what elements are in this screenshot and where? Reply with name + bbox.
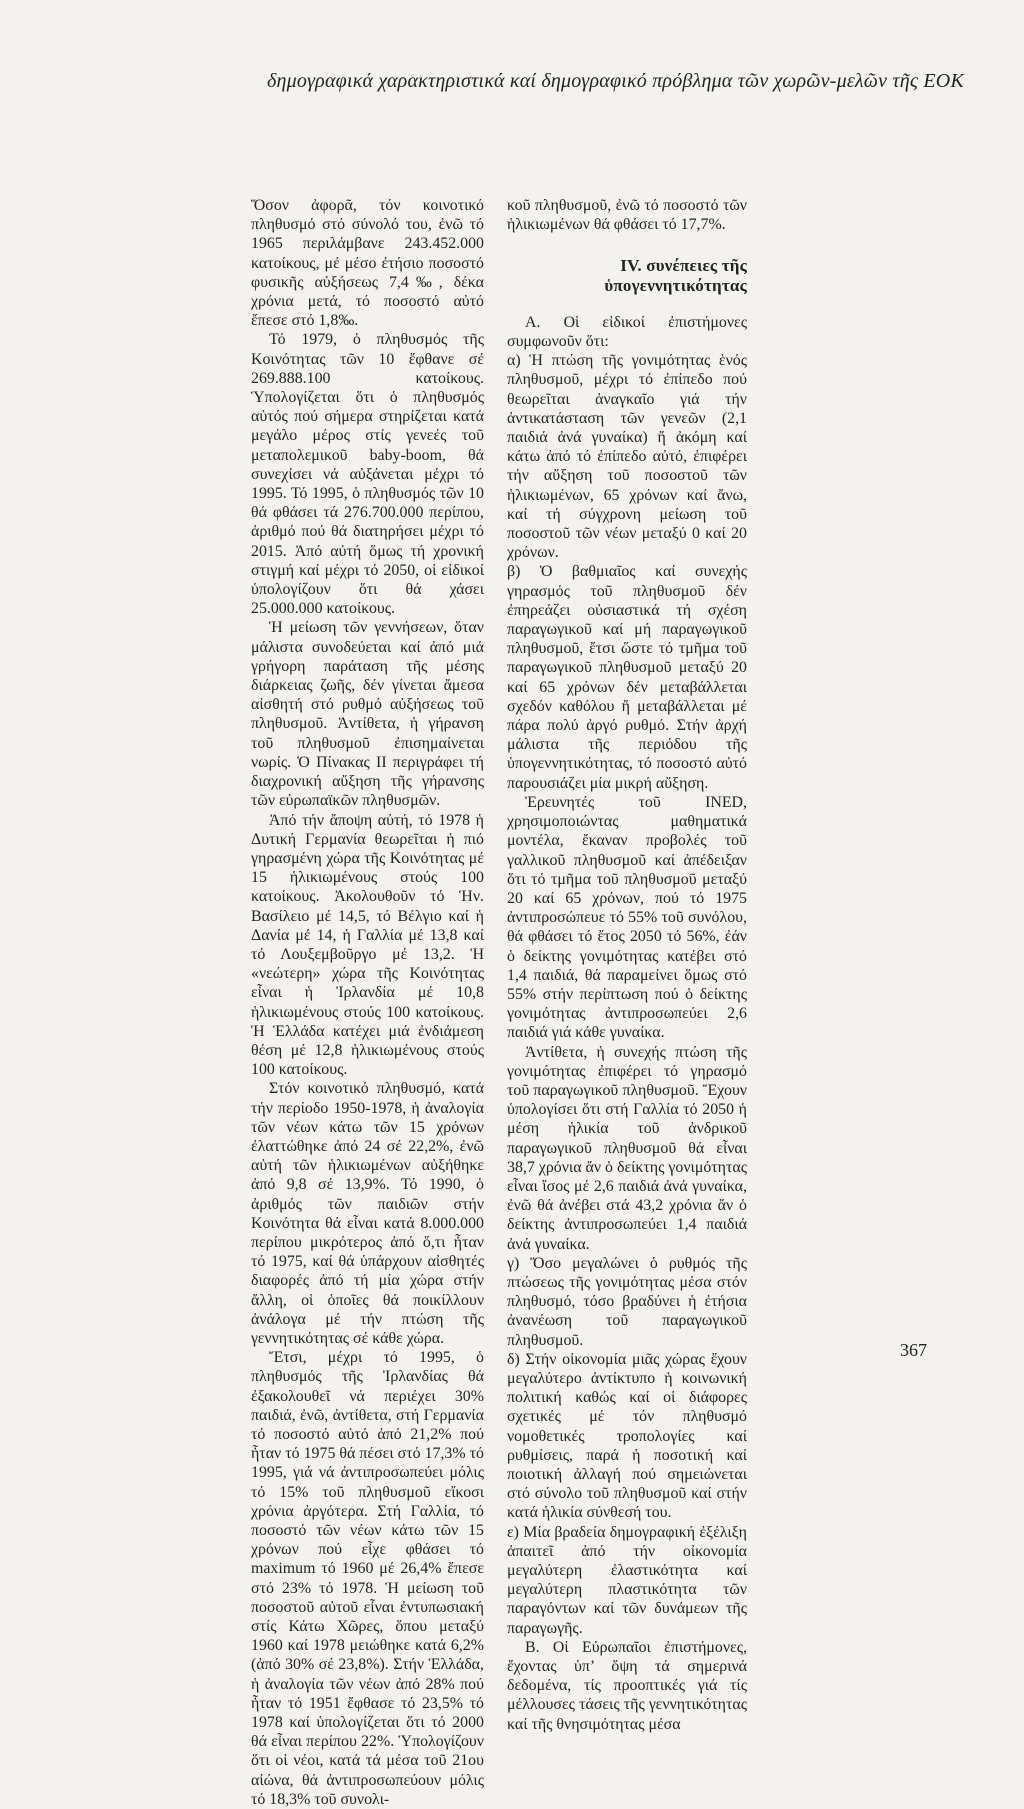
right-column — [507, 196, 747, 1734]
left-paragraph-5: Στόν κοινοτικό πληθυσμό, κατά τήν περίοδο 1950-1978, ἡ ἀναλογία τῶν νέων κάτω τῶν 15 χρόνων ἐλαττώθηκε ἀπό 24 σέ 22,2%, ἐνῶ αὐτή τῶν ἡλικιωμένων αὐξήθηκε ἀπό 9,8 σέ 13,9%. Τό 1990, ὁ ἀριθμός τῶν παιδιῶν στήν Κοινότητα θά εἶναι κατά 8.000.000 περίπου μικρότερος ἀπό ὅ,τι ἦταν τό 1975, καί θά ὑπάρχουν αἰσθητές διαφορές ἀπό τή μία χώρα στήν ἄλλη, οἱ ὁποῖες θά ποικίλλουν ἀνάλογα μέ τήν πτώση τῆς γεννητικότητας σέ κάθε χώρα. — [251, 1080, 484, 1347]
right-paragraph-3: β) Ὁ βαθμιαῖος καί συνεχής γηρασμός τοῦ πληθυσμοῦ δέν ἐπηρεάζει οὐσιαστικά τή σχέση παραγωγικοῦ καί μή παραγωγικοῦ πληθυσμοῦ, ἔτσι ὥστε τό τμῆμα τοῦ παραγωγικοῦ πληθυσμοῦ μεταξύ 20 καί 65 χρόνων δέν μεταβάλλεται σχεδόν καθόλου ἤ μεταβάλλεται μέ πάρα πολύ ἀργό ρυθμό. Στήν ἀρχή μάλιστα τῆς περιόδου τῆς ὑπογεννητικότητας, τό ποσοστό αὐτό παρουσιάζει μία μικρή αὔξηση. — [507, 563, 747, 792]
left-paragraph-1: Ὅσον ἀφορᾶ, τόν κοινοτικό πληθυσμό στό σύνολό του, ἐνῶ τό 1965 περιλάμβανε 243.452.000 κατοίκους, μέ μέσο ἐτήσιο ποσοστό φυσικῆς αὐξήσεως 7,4‰, δέκα χρόνια μετά, τό ποσοστό αὐτό ἔπεσε στό 1,8‰. — [251, 197, 484, 330]
left-paragraph-6: Ἔτσι, μέχρι τό 1995, ὁ πληθυσμός τῆς Ἰρλανδίας θά ἐξακολουθεῖ νά περιέχει 30% παιδιά, ἐνῶ, ἀντίθετα, στή Γερμανία τό ποσοστό αὐτό ἀπό 21,2% πού ἦταν τό 1975 θά πέσει στό 17,3% τό 1995, γιά νά ἀντιπροσωπεύει μόλις τό 15% τοῦ πληθυσμοῦ εἴκοσι χρόνια ἀργότερα. Στή Γαλλία, τό ποσοστό τῶν νέων κάτω τῶν 15 χρόνων πού εἶχε φθάσει τό maximum τό 1960 μέ 26,4% ἔπεσε στό 23% τό 1978. Ἡ μείωση τοῦ ποσοστοῦ αὐτοῦ εἶναι ἐντυπωσιακή στίς Κάτω Χῶρες, ὅπου μεταξύ 1960 καί 1978 μειώθηκε κατά 6,2% (ἀπό 30% σέ 23,8%). Στήν Ἑλλάδα, ἡ ἀναλογία τῶν νέων ἀπό 28% πού ἦταν τό 1951 ἔφθασε τό 23,5% τό 1978 καί ὑπολογίζεται ὅτι τό 2000 θά εἶναι περίπου 22%. Ὑπολογίζουν ὅτι οἱ νέοι, κατά τά μέσα τοῦ 21ου αἰώνα, θά ἀντιπροσωπεύουν μόλις τό 18,3% τοῦ συνολι- — [251, 1349, 484, 1808]
page-number: 367 — [900, 1340, 927, 1360]
section-heading: IV. συνέπειες τῆς ὑπογεννητικότητας — [604, 256, 747, 295]
right-paragraph-2: α) Ἡ πτώση τῆς γονιμότητας ἑνός πληθυσμοῦ, μέχρι τό ἐπίπεδο πού θεωρεῖται ἀναγκαῖο γιά τήν ἀντικατάσταση τῶν γενεῶν (2,1 παιδιά ἀνά γυναίκα) ἤ ἀκόμη καί κάτω ἀπό τό ἐπίπεδο αὐτό, ἐπιφέρει τήν αὔξηση τοῦ ποσοστοῦ τῶν ἡλικιωμένων, 65 χρόνων καί ἄνω, καί τή σύγχρονη μείωση τοῦ ποσοστοῦ τῶν νέων μεταξύ 0 καί 20 χρόνων. — [507, 352, 747, 562]
right-paragraph-8: ε) Μία βραδεία δημογραφική ἐξέλιξη ἀπαιτεῖ ἀπό τήν οἰκονομία μεγαλύτερη ἐλαστικότητα καί μεγαλύτερη πλαστικότητα τῶν παραγόντων καί τῶν δυνάμεων τῆς παραγωγῆς. — [507, 1523, 747, 1637]
left-paragraph-2: Τό 1979, ὁ πληθυσμός τῆς Κοινότητας τῶν 10 ἔφθανε σέ 269.888.100 κατοίκους. Ὑπολογίζεται ὅτι ὁ πληθυσμός αὐτός πού σήμερα στηρίζεται κατά μεγάλο μέρος στίς γενεές τοῦ μεταπολεμικοῦ baby-boom, θά συνεχίσει νά αὐξάνεται μέχρι τό 1995. Τό 1995, ὁ πληθυσμός τῶν 10 θά φθάσει τά 276.700.000 περίπου, ἀριθμό πού θά διατηρήσει μέχρι τό 2015. Ἀπό αὐτή ὅμως τή χρονική στιγμή καί μέχρι τό 2050, οἱ εἰδικοί ὑπολογίζουν ὅτι θά χάσει 25.000.000 κατοίκους. — [251, 331, 484, 618]
running-head: δημογραφικά χαρακτηριστικά καί δημογραφικό πρόβλημα τῶν χωρῶν-μελῶν τῆς ΕΟΚ — [267, 70, 964, 92]
right-lead-paragraph: κοῦ πληθυσμοῦ, ἐνῶ τό ποσοστό τῶν ἡλικιωμένων θά φθάσει τό 17,7%. — [507, 197, 747, 234]
left-column — [251, 196, 484, 1809]
left-paragraph-3: Ἡ μείωση τῶν γεννήσεων, ὅταν μάλιστα συνοδεύεται καί ἀπό μιά γρήγορη παράταση τῆς μέσης διάρκειας ζωῆς, δέν γίνεται ἄμεσα αἰσθητή στό ρυθμό αὐξήσεως τοῦ πληθυσμοῦ. Ἀντίθετα, ἡ γήρανση τοῦ πληθυσμοῦ ἐπισημαίνεται νωρίς. Ὁ Πίνακας ΙΙ περιγράφει τή διαχρονική αὔξηση τῆς γήρανσης τῶν εὐρωπαϊκῶν πληθυσμῶν. — [251, 619, 484, 810]
right-paragraph-1: Α. Οἱ εἰδικοί ἐπιστήμονες συμφωνοῦν ὅτι: — [507, 313, 747, 351]
right-paragraph-7: δ) Στήν οἰκονομία μιᾶς χώρας ἔχουν μεγαλύτερο ἀντίκτυπο ἡ κοινωνική πολιτική καθώς καί οἱ διάφορες σχετικές μέ τόν πληθυσμό νομοθετικές τροπολογίες καί ρυθμίσεις, παρά ἡ ποσοτική καί ποιοτική ἀλλαγή πού σημειώνεται στό σύνολο τοῦ πληθυσμοῦ καί στήν κατά ἡλικία σύνθεσή του. — [507, 1350, 747, 1522]
left-paragraph-4: Ἀπό τήν ἄποψη αὐτή, τό 1978 ἡ Δυτική Γερμανία θεωρεῖται ἡ πιό γηρασμένη χώρα τῆς Κοινότητας μέ 15 ἡλικιωμένους στούς 100 κατοίκους. Ἀκολουθοῦν τό Ἡν. Βασίλειο μέ 14,5, τό Βέλγιο καί ἡ Δανία μέ 14, ἡ Γαλλία μέ 13,8 καί τό Λουξεμβοῦργο μέ 13,2. Ἡ «νεώτερη» χώρα τῆς Κοινότητας εἶναι ἡ Ἰρλανδία μέ 10,8 ἡλικιωμένους στούς 100 κατοίκους. Ἡ Ἑλλάδα κατέχει μιά ἐνδιάμεση θέση μέ 12,8 ἡλικιωμένους στούς 100 κατοίκους. — [251, 811, 484, 1079]
right-paragraph-5: Ἀντίθετα, ἡ συνεχής πτώση τῆς γονιμότητας ἐπιφέρει τό γηρασμό τοῦ παραγωγικοῦ πληθυσμοῦ. Ἔχουν ὑπολογίσει ὅτι στή Γαλλία τό 2050 ἡ μέση ἡλικία τοῦ ἀνδρικοῦ παραγωγικοῦ πληθυσμοῦ θά εἶναι 38,7 χρόνια ἄν ὁ δείκτης γονιμότητας εἶναι ἴσος μέ 2,6 παιδιά ἀνά γυναίκα, ἐνῶ θά ἀνέβει στά 43,2 χρόνια ἄν ὁ δείκτης ἀντιπροσωπεύει 1,4 παιδιά ἀνά γυναίκα. — [507, 1043, 747, 1253]
right-paragraph-9: Β. Οἱ Εὐρωπαῖοι ἐπιστήμονες, ἔχοντας ὑπ’ ὄψη τά σημερινά δεδομένα, τίς προοπτικές γιά τίς μέλλουσες τάσεις τῆς γεννητικότητας καί τῆς θνησιμότητας μέσα — [507, 1638, 747, 1733]
right-paragraph-4: Ἐρευνητές τοῦ INED, χρησιμοποιώντας μαθηματικά μοντέλα, ἔκαναν προβολές τοῦ γαλλικοῦ πληθυσμοῦ καί ἀπέδειξαν ὅτι τό τμῆμα τοῦ πληθυσμοῦ μεταξύ 20 καί 65 χρόνων, πού τό 1975 ἀντιπροσώπευε τό 55% τοῦ συνόλου, θά φθάσει τό ἔτος 2050 τό 56%, ἐάν ὁ δείκτης γονιμότητας κατέβει στό 1,4 παιδιά, θά παραμείνει ὅμως στό 55% στήν περίπτωση πού ὁ δείκτης γονιμότητας ἀντιπροσωπεύει 2,6 παιδιά γιά κάθε γυναίκα. — [507, 793, 747, 1042]
right-paragraph-6: γ) Ὅσο μεγαλώνει ὁ ρυθμός τῆς πτώσεως τῆς γονιμότητας μέσα στόν πληθυσμό, τόσο βραδύνει ἡ ἐτήσια ἀνανέωση τοῦ παραγωγικοῦ πληθυσμοῦ. — [507, 1254, 747, 1349]
